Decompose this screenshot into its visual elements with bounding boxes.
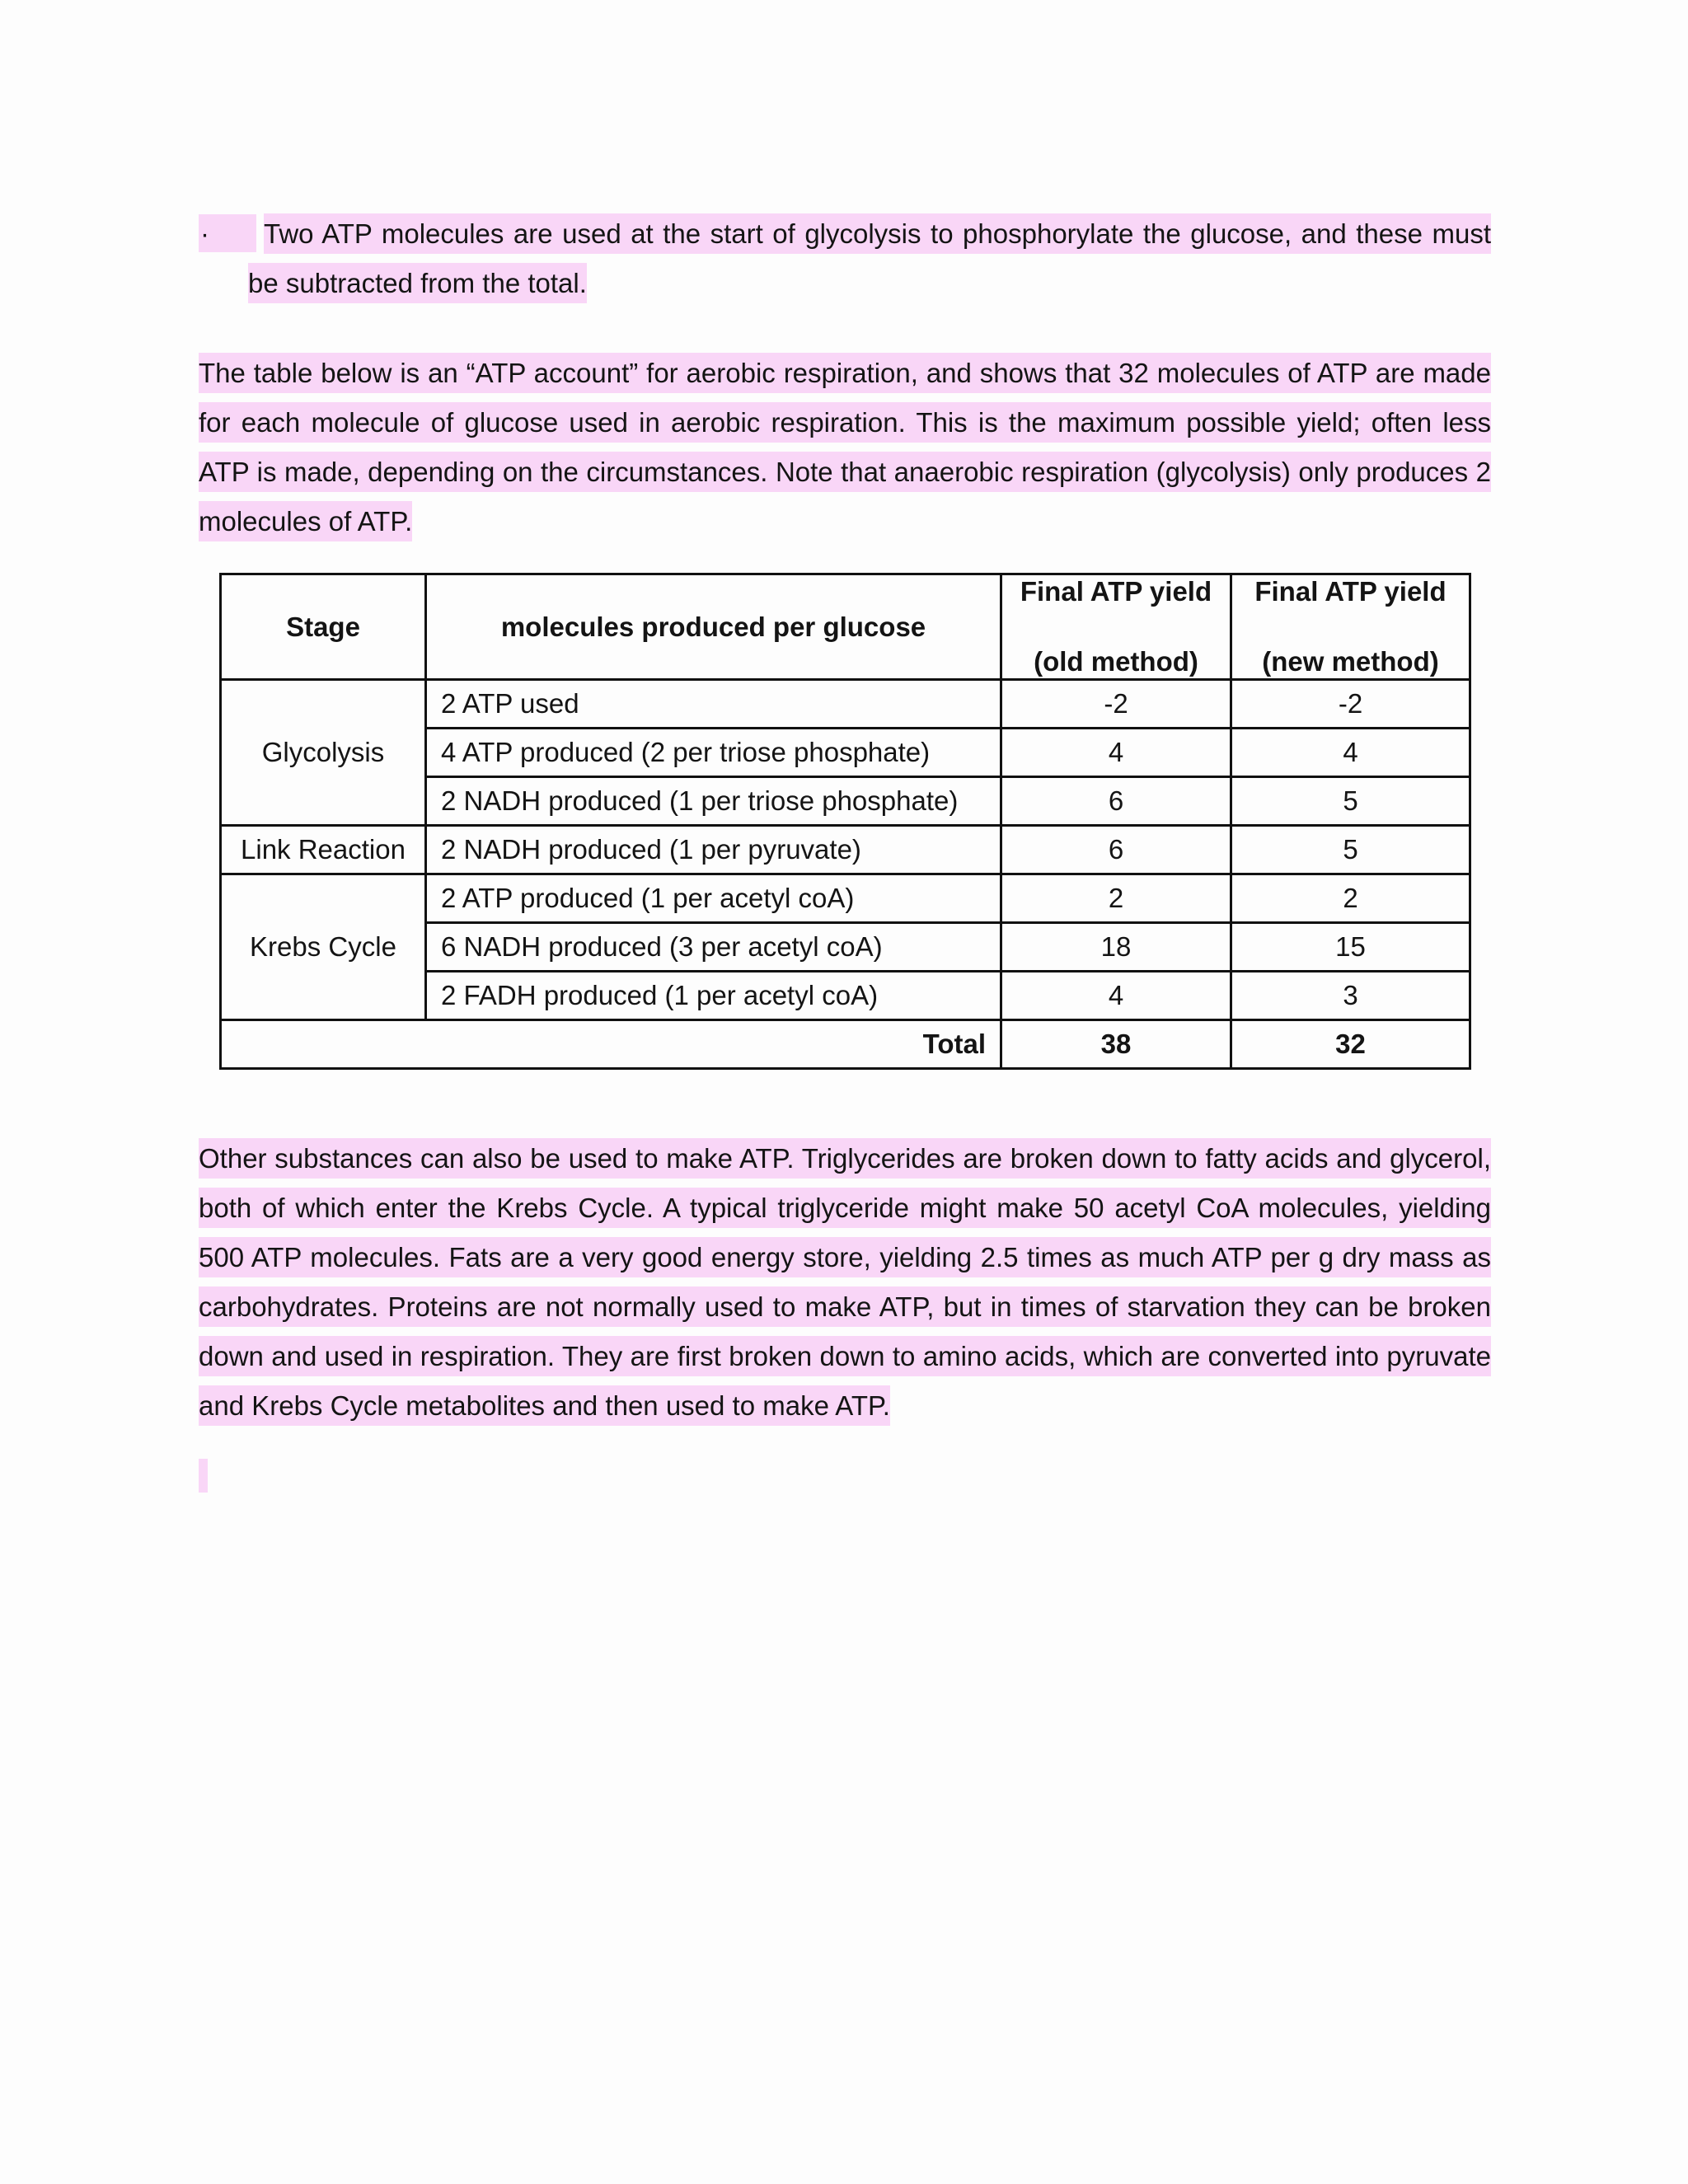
stage-cell: Link Reaction [221,826,426,874]
molecules-cell: 2 NADH produced (1 per triose phosphate) [426,777,1001,826]
old-yield-cell: 6 [1001,826,1231,874]
molecules-cell: 2 FADH produced (1 per acetyl coA) [426,972,1001,1020]
table-row [221,826,1470,874]
stage-cell: Krebs Cycle [221,874,426,1020]
molecules-cell: 2 NADH produced (1 per pyruvate) [426,826,1001,874]
header-molecules: molecules produced per glucose [426,574,1001,680]
bullet-text: Two ATP molecules are used at the start of glycolysis to phosphorylate the glucose, and these must be subtracted from the total. [248,213,1491,303]
bullet-marker: · [199,209,256,259]
header-old-method: Final ATP yield (old method) [1001,574,1231,680]
new-yield-cell: 5 [1231,777,1470,826]
new-yield-cell: 2 [1231,874,1470,923]
old-yield-cell: 18 [1001,923,1231,972]
table-header-row [221,574,1470,680]
old-yield-cell: 4 [1001,972,1231,1020]
new-yield-cell: 3 [1231,972,1470,1020]
total-old-value: 38 [1001,1020,1231,1069]
new-yield-cell: 4 [1231,729,1470,777]
old-yield-cell: -2 [1001,680,1231,729]
molecules-cell: 4 ATP produced (2 per triose phosphate) [426,729,1001,777]
old-yield-cell: 2 [1001,874,1231,923]
total-label: Total [221,1020,1001,1069]
table-total-row [221,1020,1470,1069]
old-yield-cell: 4 [1001,729,1231,777]
bullet-point [199,209,1491,308]
total-new-value: 32 [1231,1020,1470,1069]
paragraph-end-highlight [199,1459,208,1493]
old-yield-cell: 6 [1001,777,1231,826]
table-row [221,680,1470,729]
header-new-method: Final ATP yield (new method) [1231,574,1470,680]
molecules-cell: 2 ATP used [426,680,1001,729]
new-yield-cell: 5 [1231,826,1470,874]
molecules-cell: 2 ATP produced (1 per acetyl coA) [426,874,1001,923]
header-stage: Stage [221,574,426,680]
new-yield-cell: -2 [1231,680,1470,729]
intro-paragraph: The table below is an “ATP account” for aerobic respiration, and shows that 32 molecules of ATP are made for each molecule of glucose used in aerobic respiration. This is the maximum possible yield; often less ATP is made, depending on the circumstances. Note that anaerobic respiration (glycolysis) only produces 2 molecules of ATP. [199,353,1491,541]
table-row [221,874,1470,923]
stage-cell: Glycolysis [221,680,426,826]
body-paragraph: Other substances can also be used to make ATP. Triglycerides are broken down to fatty acids and glycerol, both of which enter the Krebs Cycle. A typical triglyceride might make 50 acetyl CoA molecules, yielding 500 ATP molecules. Fats are a very good energy store, yielding 2.5 times as much ATP per g dry mass as carbohydrates. Proteins are not normally used to make ATP, but in times of starvation they can be broken down and used in respiration. They are first broken down to amino acids, which are converted into pyruvate and Krebs Cycle metabolites and then used to make ATP. [199,1138,1491,1426]
atp-account-table [219,573,1471,1070]
new-yield-cell: 15 [1231,923,1470,972]
molecules-cell: 6 NADH produced (3 per acetyl coA) [426,923,1001,972]
